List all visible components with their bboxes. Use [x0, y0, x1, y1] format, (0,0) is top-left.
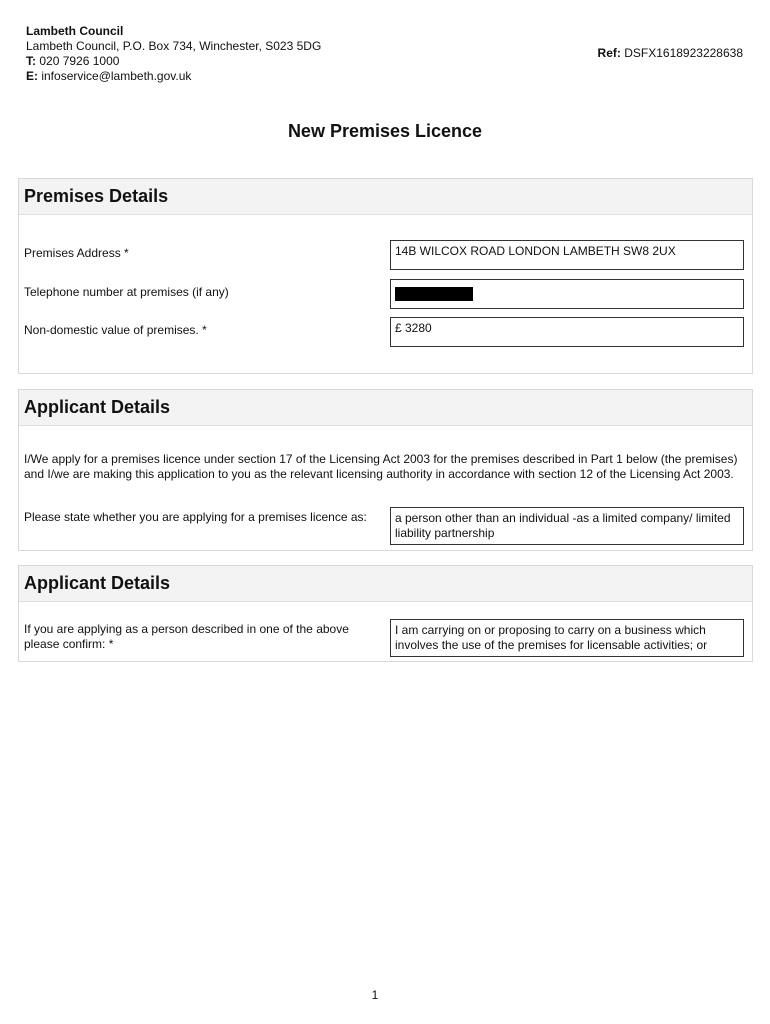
org-name: Lambeth Council	[26, 24, 124, 38]
premises-address-field[interactable]: 14B WILCOX ROAD LONDON LAMBETH SW8 2UX	[390, 240, 744, 270]
ref-value: DSFX1618923228638	[624, 46, 743, 60]
premises-details-section	[18, 178, 753, 374]
applicant-type-field[interactable]: a person other than an individual -as a limited company/ limited liability partnership	[390, 507, 744, 545]
email-label: E:	[26, 69, 38, 83]
tel-label: T:	[26, 54, 36, 68]
section-heading: Premises Details	[19, 179, 752, 215]
page-number: 1	[371, 988, 379, 1002]
document-title: New Premises Licence	[287, 121, 483, 141]
application-intro: I/We apply for a premises licence under section 17 of the Licensing Act 2003 for the premises described in Part 1 below (the premises) and I/we are making this application to you as the relevant licensing authority in accordance with section 12 of the Licensing Act 2003.	[24, 452, 738, 481]
email-value: infoservice@lambeth.gov.uk	[41, 69, 192, 83]
premises-value-field[interactable]: £ 3280	[390, 317, 744, 347]
ref-label: Ref:	[597, 46, 621, 60]
section-heading: Applicant Details	[19, 566, 752, 602]
redaction-block	[395, 287, 473, 301]
premises-phone-label: Telephone number at premises (if any)	[24, 285, 229, 299]
premises-value-label: Non-domestic value of premises. *	[24, 323, 207, 337]
applicant-confirm-label: If you are applying as a person described in one of the above please confirm: *	[24, 622, 349, 651]
section-heading: Applicant Details	[19, 390, 752, 426]
applicant-confirm-field[interactable]: I am carrying on or proposing to carry on a business which involves the use of the premises for licensable activities; or	[390, 619, 744, 657]
applicant-details-section	[18, 389, 753, 551]
council-header	[26, 24, 321, 84]
premises-phone-field[interactable]	[390, 279, 744, 309]
premises-address-label: Premises Address *	[24, 246, 129, 260]
applicant-type-label: Please state whether you are applying for a premises licence as:	[24, 510, 367, 524]
org-address: Lambeth Council, P.O. Box 734, Winchester, S023 5DG	[26, 39, 322, 53]
applicant-confirm-section	[18, 565, 753, 662]
reference	[598, 46, 743, 60]
tel-value: 020 7926 1000	[39, 54, 120, 68]
